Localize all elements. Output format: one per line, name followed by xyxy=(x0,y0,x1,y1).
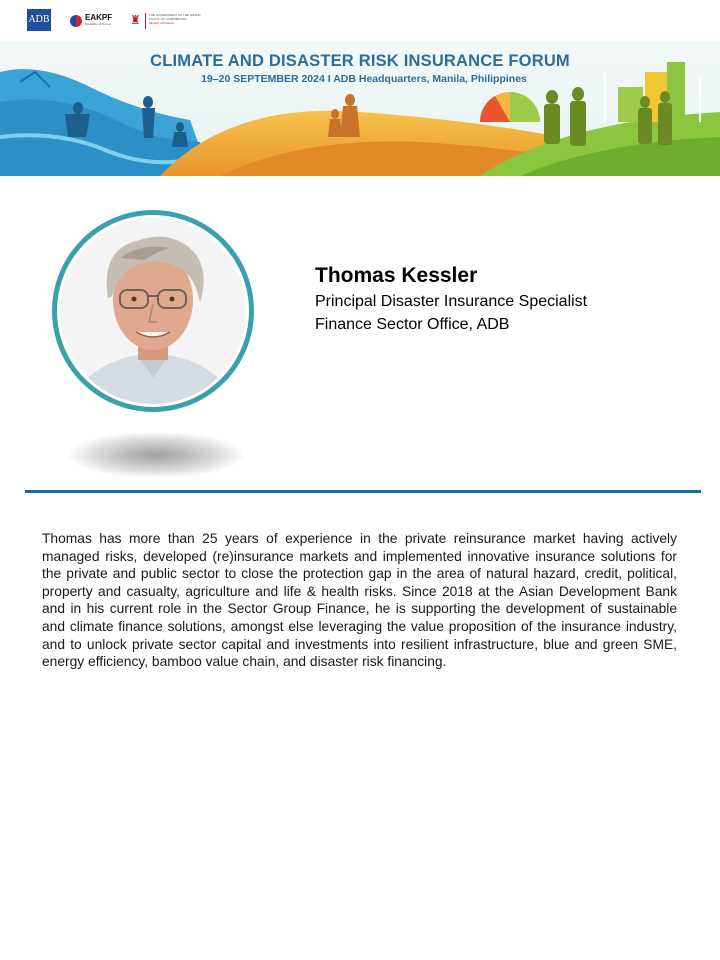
section-divider xyxy=(25,490,701,493)
lion-icon: ♜ xyxy=(130,13,141,27)
banner-title: CLIMATE AND DISASTER RISK INSURANCE FORUM xyxy=(150,52,570,70)
speaker-organization: Finance Sector Office, ADB xyxy=(315,316,510,333)
speaker-photo xyxy=(60,218,246,404)
korea-taegeuk-icon xyxy=(70,15,82,27)
banner-subtitle: 19–20 SEPTEMBER 2024 I ADB Headquarters, Manila, Philippines xyxy=(201,73,527,85)
event-banner xyxy=(0,42,720,176)
speaker-portrait-frame xyxy=(52,210,254,412)
logo-divider xyxy=(145,13,146,29)
eakpf-logo xyxy=(70,13,112,31)
speaker-name: Thomas Kessler xyxy=(315,264,478,287)
luxembourg-logo xyxy=(130,13,205,31)
luxembourg-logo-subtext: Ministry of Finance xyxy=(149,21,175,25)
eakpf-logo-text: EAKPF xyxy=(85,13,113,22)
portrait-shadow xyxy=(68,432,244,478)
adb-logo: ADB xyxy=(27,9,51,31)
speaker-bio: Thomas has more than 25 years of experience in the private reinsurance market having actively managed risks, developed (re)insurance markets and implemented innovative insurance solutions for the private and public sector to close the protection gap in the area of natural hazard, credit, political, property and casualty, agriculture and life & health risks. Since 2018 at the Asian Development Bank and in his current role in the Sector Group Finance, he is supporting the development of sustainable and climate finance solutions, amongst else leveraging the value proposition of the insurance industry, and to unlock private sector capital and investments into resilient infrastructure, blue and green SME, energy efficiency, bamboo value chain, and disaster risk financing. xyxy=(42,531,677,670)
luxembourg-logo-text: THE GOVERNMENT OF THE GRAND DUCHY OF LUXEMBOURG xyxy=(149,13,201,21)
eakpf-logo-subtext: Republic of Korea xyxy=(85,22,111,26)
logo-bar xyxy=(0,0,720,42)
speaker-title: Principal Disaster Insurance Specialist xyxy=(315,293,588,310)
